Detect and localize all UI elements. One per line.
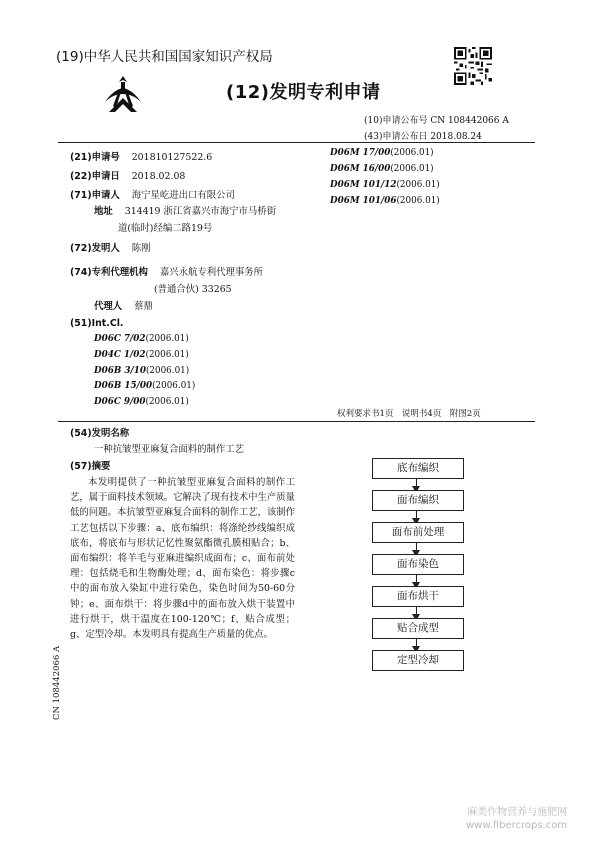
ipc-class: D06B 15/00 xyxy=(94,381,153,391)
ipc-version: (2006.01) xyxy=(152,381,196,391)
ipc-version: (2006.01) xyxy=(396,196,440,206)
application-number-label: (21)申请号 xyxy=(70,152,120,163)
applicant: 海宁星屹进出口有限公司 xyxy=(131,190,235,201)
ipc-version: (2006.01) xyxy=(145,334,189,344)
ipc-version: (2006.01) xyxy=(145,397,189,407)
watermark xyxy=(466,806,567,832)
agency-line-1: 嘉兴永航专利代理事务所 xyxy=(159,267,263,278)
applicant-label: (71)申请人 xyxy=(70,190,120,201)
patent-office-name: (19)中华人民共和国国家知识产权局 xyxy=(56,49,273,65)
ipc-version: (2006.01) xyxy=(145,350,189,360)
publication-number: (10)申请公布号 CN 108442066 A xyxy=(364,116,509,126)
inventor-label: (72)发明人 xyxy=(70,243,120,254)
inventor: 陈刚 xyxy=(131,243,151,254)
ipc-class: D06C 9/00 xyxy=(94,397,146,407)
address-label: 地址 xyxy=(94,206,113,217)
ipc-class: D06B 3/10 xyxy=(94,366,146,376)
ipc-version: (2006.01) xyxy=(390,148,434,158)
flow-step-box: 面布烘干 xyxy=(372,586,464,607)
flow-step-box: 底布编织 xyxy=(372,458,464,479)
ipc-version: (2006.01) xyxy=(396,180,440,190)
watermark-line-1: 麻类作物营养与施肥网 xyxy=(467,807,568,818)
address-line-1: 314419 浙江省嘉兴市海宁市马桥街 xyxy=(124,206,277,217)
ipc-class: D06M 17/00 xyxy=(330,148,391,158)
agency-label: (74)专利代理机构 xyxy=(70,267,148,278)
flow-step-box: 面布染色 xyxy=(372,554,464,575)
agent-label: 代理人 xyxy=(94,301,123,312)
ipc-label: (51)Int.Cl. xyxy=(70,318,124,329)
abstract-text: 本发明提供了一种抗皱型亚麻复合面料的制作工艺，属于面料技术领域。它解决了现有技术中生产质量低的问题。本抗皱型亚麻复合面料的制作工艺，该制作工艺包括以下步骤：a、底布编织：将涤纶纱线编织成底布，将底布与形状记忆性聚氨酯微孔膜相贴合；b、面布编织：将羊毛与亚麻进编织成面布；c、面布前处理：包括烧毛和生物酶处理；d、面布染色：将步骤c中的面布放入染缸中进行染色，染色时间为50-60分钟；e、面布烘干：将步骤d中的面布放入烘干装置中进行烘干，烘干温度在100-120℃；f、贴合成型；g、定型冷却。本发明具有提高生产质量的优点。 xyxy=(70,477,296,641)
application-number: 201810127522.6 xyxy=(131,152,213,163)
agent: 蔡鼎 xyxy=(134,301,153,312)
title-label: (54)发明名称 xyxy=(70,428,130,439)
ipc-class: D06M 101/12 xyxy=(330,180,397,190)
ipc-class: D06C 7/02 xyxy=(94,334,146,344)
ipc-version: (2006.01) xyxy=(145,366,190,376)
ipc-version: (2006.01) xyxy=(390,164,434,174)
publication-date: (43)申请公布日 2018.08.24 xyxy=(364,132,482,142)
flow-step-box: 面布编织 xyxy=(372,490,464,511)
watermark-line-2: www.fibercrops.com xyxy=(466,820,568,831)
flow-step-box: 定型冷却 xyxy=(372,650,464,671)
invention-title: 一种抗皱型亚麻复合面料的制作工艺 xyxy=(94,444,245,455)
flow-step-box: 面布前处理 xyxy=(372,522,464,543)
application-date: 2018.02.08 xyxy=(131,171,186,182)
document-type: (12)发明专利申请 xyxy=(226,82,381,103)
page-count: 权利要求书1页 说明书4页 附图2页 xyxy=(337,409,481,419)
flow-step-box: 贴合成型 xyxy=(372,618,464,639)
ipc-class: D04C 1/02 xyxy=(94,350,146,360)
ipc-class: D06M 101/06 xyxy=(330,196,397,206)
application-date-label: (22)申请日 xyxy=(70,171,120,182)
side-publication-number: CN 108442066 A xyxy=(52,645,62,720)
agency-line-2: (普通合伙) 33265 xyxy=(154,284,232,295)
ipc-class: D06M 16/00 xyxy=(330,164,391,174)
address-line-2: 道(临时)经编二路19号 xyxy=(118,223,213,234)
abstract-label: (57)摘要 xyxy=(70,461,111,472)
